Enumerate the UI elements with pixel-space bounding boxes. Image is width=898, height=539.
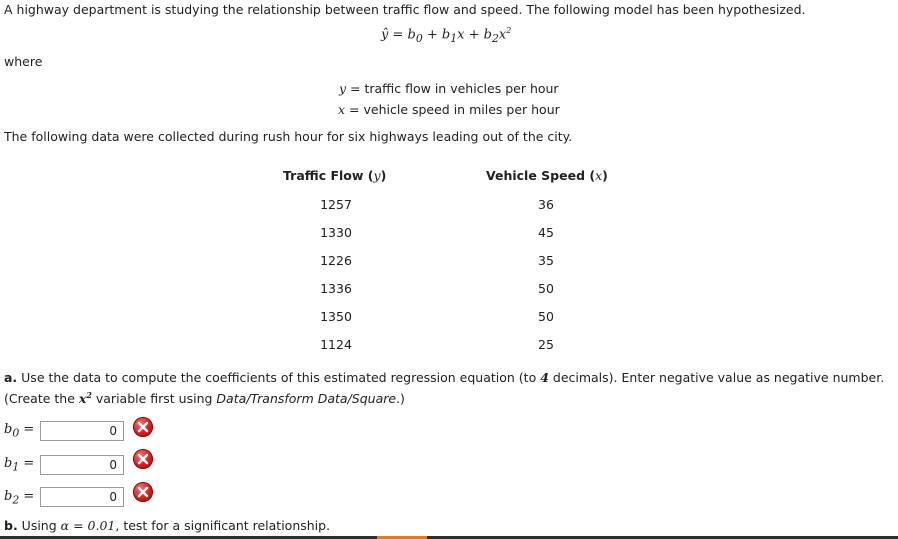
error-icon (133, 417, 153, 437)
table-cell-speed: 35 (538, 253, 554, 268)
b0-label: $b_0$ = (4, 422, 35, 440)
where-label: where (4, 54, 43, 69)
error-icon (133, 449, 153, 469)
table-header-traffic-flow: Traffic Flow (y) (283, 168, 387, 183)
part-a-question: a. Use the data to compute the coefficients of this estimated regression equation (to 4 decimals). Enter negative value as negative number. (4, 370, 885, 385)
intro-text: A highway department is studying the relationship between traffic flow and speed. The following model has been hypothesized. (4, 2, 806, 17)
x-symbol: x (338, 102, 346, 117)
b0-input[interactable]: 0 (40, 421, 124, 441)
x-definition-row: x = vehicle speed in miles per hour (338, 102, 560, 117)
b2-input[interactable]: 0 (40, 487, 124, 507)
table-cell-flow: 1330 (320, 225, 352, 240)
part-a-hint: (Create the $x^2$ variable first using Data/Transform Data/Square.) (4, 390, 405, 407)
part-a-label: a. (4, 370, 18, 385)
table-cell-speed: 45 (538, 225, 554, 240)
table-cell-flow: 1124 (320, 337, 352, 352)
b2-label: $b_2$ = (4, 489, 35, 507)
model-equation: ŷ = $b_0 + b_1x + b_2x^2$ (381, 26, 512, 45)
table-cell-flow: 1350 (320, 309, 352, 324)
error-icon (133, 482, 153, 502)
table-cell-flow: 1226 (320, 253, 352, 268)
y-definition-row: y = traffic flow in vehicles per hour (339, 81, 559, 96)
part-b-label: b. (4, 518, 18, 533)
table-cell-speed: 25 (538, 337, 554, 352)
table-cell-speed: 50 (538, 281, 554, 296)
table-header-vehicle-speed: Vehicle Speed (x) (486, 168, 608, 183)
table-cell-flow: 1336 (320, 281, 352, 296)
y-symbol: y (339, 81, 347, 96)
menu-path: Data/Transform Data/Square (216, 391, 397, 407)
table-cell-flow: 1257 (320, 197, 352, 212)
table-cell-speed: 36 (538, 197, 554, 212)
data-intro-text: The following data were collected during rush hour for six highways leading out of the city. (4, 129, 573, 144)
x-definition: vehicle speed in miles per hour (363, 102, 560, 117)
table-cell-speed: 50 (538, 309, 554, 324)
part-b-question: b. Using α = 0.01, test for a significant relationship. (4, 518, 331, 533)
y-definition: traffic flow in vehicles per hour (364, 81, 559, 96)
b1-input[interactable]: 0 (40, 455, 124, 475)
b1-label: $b_1$ = (4, 456, 35, 474)
